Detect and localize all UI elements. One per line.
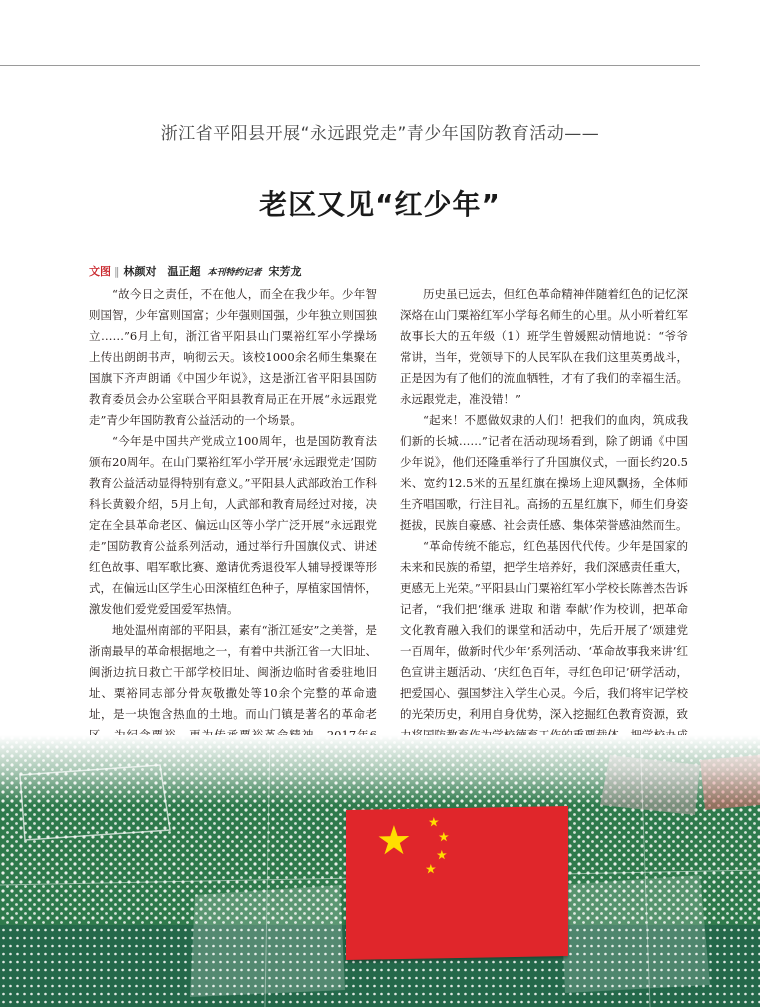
paragraph: “起来！不愿做奴隶的人们！把我们的血肉，筑成我们新的长城……”记者在活动现场看到，除了朗诵《中国少年说》，他们还隆重举行了升国旗仪式，一面长约20.5米、宽约12.5米的五星红旗在操场上迎风飘扬，全体师生齐唱国歌，行注目礼。高扬的五星红旗下，师生们身姿挺拔，民族自豪感、社会责任感、集体荣誉感油然而生。 [400, 413, 688, 532]
paragraph: “故今日之责任，不在他人，而全在我少年。少年智则国智，少年富则国富；少年强则国强，少年独立则国独立……”6月上旬，浙江省平阳县山门粟裕红军小学操场上传出朗朗书声，响彻云天。该校1000余名师生集聚在国旗下齐声朗诵《中国少年说》，这是浙江省平阳县国防教育委员会办公室联合平阳县教育局正在开展“永远跟党走”青少年国防教育公益活动的一个场景。 [89, 287, 377, 427]
flag-small-star-icon: ★ [425, 862, 437, 878]
flag-large-star-icon: ★ [376, 817, 412, 865]
photo-fade [0, 735, 760, 805]
flag-small-star-icon: ★ [428, 815, 440, 831]
byline-role: 本刊特约记者 [207, 268, 262, 278]
flag-small-star-icon: ★ [438, 830, 450, 846]
article-title: 老区又见“红少年” [259, 188, 501, 221]
court-area [190, 885, 345, 997]
article-kicker: 浙江省平阳县开展“永远跟党走”青少年国防教育活动—— [160, 124, 600, 144]
byline-authors: 林颜对 温正超 [123, 265, 201, 278]
byline-tag: 文图 [89, 265, 111, 278]
national-flag [346, 806, 568, 960]
byline [89, 263, 302, 279]
paragraph [400, 536, 688, 767]
article-column-left [89, 284, 377, 788]
flag-small-star-icon: ★ [436, 848, 448, 864]
flag-ceremony-photo [0, 735, 760, 1007]
article-column-right [400, 284, 688, 767]
paragraph: “今年是中国共产党成立100周年，也是国防教育法颁布20周年。在山门粟裕红军小学开展‘永远跟党走’国防教育公益活动显得特别有意义。”平阳县人武部政治工作科科长黄毅介绍，5月上旬，人武部和教育局经过对接，决定在全县革命老区、偏远山区等小学广泛开展“永远跟党走”国防教育公益系列活动，通过举行升国旗仪式、讲述红色故事、唱军歌比赛、邀请优秀退役军人辅导授课等形式，在偏远山区学生心田深植红色种子，厚植家国情怀，激发他们爱党爱国爱军热情。 [89, 434, 377, 616]
byline-reporter: 宋芳龙 [268, 265, 302, 278]
paragraph: 历史虽已远去，但红色革命精神伴随着红色的记忆深深烙在山门粟裕红军小学每名师生的心里。从小听着红军故事长大的五年级（1）班学生曾媛熙动情地说：“爷爷常讲，当年，党领导下的人民军队在我们这里英勇战斗，正是因为有了他们的流血牺牲，才有了我们的幸福生活。永远跟党走，准没错！” [400, 287, 688, 406]
court-area [560, 875, 710, 993]
top-rule [0, 65, 700, 66]
paragraph-text: “革命传统不能忘，红色基因代代传。少年是国家的未来和民族的希望，把学生培养好，我们深感责任重大，更感无上光荣。”平阳县山门粟裕红军小学校长陈善杰告诉记者，“我们把‘继承 进取 和谐 奉献’作为校训，把革命文化教育融入我们的课堂和活动中，先后开展了‘颂建党一百周年，做新时代少年’系列活动、‘革命故事我来讲’红色宣讲主题活动、‘庆红色百年，寻红色印记’研学活动，把爱国心、强国梦注入学生心灵。今后，我们将牢记学校的光荣历史，利用自身优势，深入挖掘红色教育资源，致 [400, 539, 688, 721]
paragraph: 地处温州南部的平阳县，素有“浙江延安”之美誉，是浙南最早的革命根据地之一，有着中共浙江省一大旧址、闽浙边抗日救亡干部学校旧址、闽浙边临时省委驻地旧址、粟裕同志部分骨灰敬撒处等10余个完整的革命遗址，是一块饱含热血的土地。而山门镇是著名的革命老 [89, 623, 377, 721]
byline-separator: ‖ [114, 265, 120, 278]
